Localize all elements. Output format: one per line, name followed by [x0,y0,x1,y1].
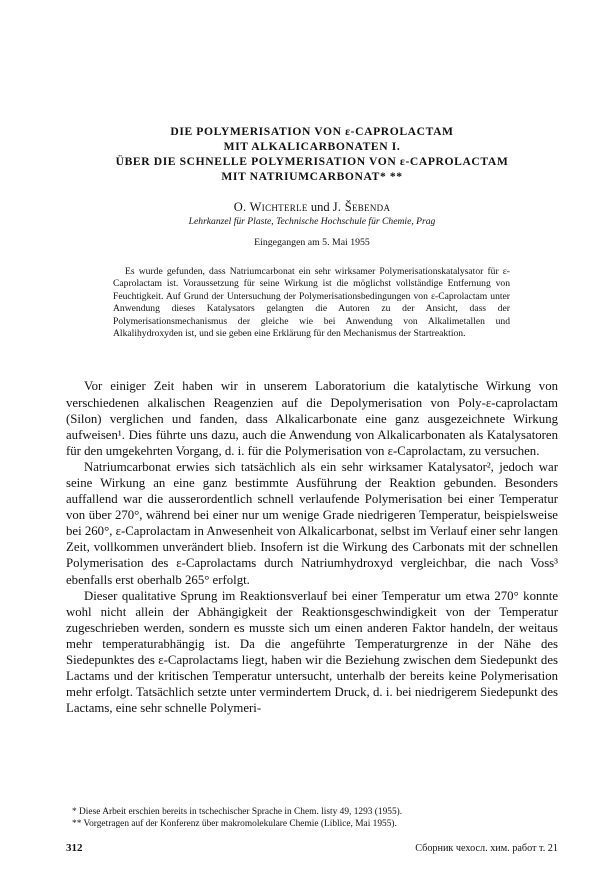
abstract [113,266,510,340]
title-line-2: MIT ALKALICARBONATEN I. [223,140,401,153]
author-connector: und [310,200,330,214]
abstract-text: Es wurde gefunden, dass Natriumcarbonat ein sehr wirksamer Polymerisationskatalysator für ε-Caprolactam ist. Voraussetzung für seine Wirkung ist die möglichst vollständige Entfernung von Feuchtigkeit. Auf Grund der Untersuchung der Polymerisationsbedingungen von ε-Caprolactam unter Anwendung dieses Katalysators gelangten die Autoren zu der Ansicht, dass der Polymerisationsmechanismus der gleiche wie bei Anwendung von Alkalimetallen und Alkalihydroxyden ist, und sie geben eine Erklärung für den Mechanismus der Startreaktion. [113,266,510,340]
page-number: 312 [66,842,83,854]
author-line [66,199,558,215]
body-paragraph-2: Natriumcarbonat erwies sich tatsächlich als ein sehr wirksamer Katalysator², jedoch war seine Wirkung an eine ganz bestimmte Ausführung der Reaktion gebunden. Besonders auffallend war die ausserordentlich schnell verlaufende Polymerisation bei einer Temperatur von über 270°, während bei einer nur um wenige Grade niedrigeren Temperatur, beispielsweise bei 260°, ε-Caprolactam in Anwesenheit von Alkalicarbonat, selbst im Verlauf einer sehr langen Zeit, vollkommen unverändert blieb. Insofern ist die Wirkung des Carbonats mit der schnellen Polymerisation des ε-Caprolactams durch Natriumhydroxyd vergleichbar, die nach Voss³ ebenfalls erst oberhalb 265° erfolgt. [66,459,558,587]
title-line-1: DIE POLYMERISATION VON ε-CAPROLACTAM [170,125,454,138]
page-footer [66,842,558,855]
author-2: J. Šebenda [332,200,391,214]
footnotes [66,806,558,830]
received-date: Eingegangen am 5. Mai 1955 [254,237,370,248]
footnote-2: ** Vorgetragen auf der Konferenz über makromolekulare Chemie (Liblice, Mai 1955). [72,819,397,829]
title-line-4: MIT NATRIUMCARBONAT* ** [221,170,403,183]
affiliation: Lehrkanzel für Plaste, Technische Hochschule für Chemie, Prag [188,216,436,227]
body-paragraph-3: Dieser qualitative Sprung im Reaktionsverlauf bei einer Temperatur um etwa 270° konnte wohl nicht allein der Abhängigkeit der Reaktionsgeschwindigkeit von der Temperatur zugeschrieben werden, sondern es musste sich um einen anderen Faktor handeln, der weitaus mehr temperaturabhängig ist. Da die angeführte Temperaturgrenze in der Nähe des Siedepunktes des ε-Caprolactams liegt, haben wir die Beziehung zwischen dem Siedepunkt des Lactams und der kritischen Temperatur untersucht, unterhalb der bereits keine Polymerisation mehr erfolgt. Tatsächlich setzte unter vermindertem Druck, d. i. bei niedrigerem Siedepunkt des Lactams, eine sehr schnelle Polymeri- [66,588,558,716]
footnote-1: * Diese Arbeit erschien bereits in tschechischer Sprache in Chem. listy 49, 1293 (1955). [72,807,403,817]
article-title [66,0,558,184]
journal-name: Сборник чехосл. хим. работ т. 21 [415,843,558,854]
body-paragraph-1: Vor einiger Zeit haben wir in unserem Laboratorium die katalytische Wirkung von verschiedenen alkalischen Reagenzien auf die Depolymerisation von Poly-ε-caprolactam (Silon) verglichen und fanden, dass Alkalicarbonate eine ganz ausgezeichnete Wirkung aufweisen¹. Dies führte uns dazu, auch die Anwendung von Alkalicarbonaten als Katalysatoren für den umgekehrten Vorgang, d. i. für die Polymerisation von ε-Caprolactam, zu versuchen. [66,379,558,458]
body-text [66,378,558,716]
author-1: O. Wichterle [233,200,308,214]
title-line-3: ÜBER DIE SCHNELLE POLYMERISATION VON ε-CAPROLACTAM [115,155,509,168]
